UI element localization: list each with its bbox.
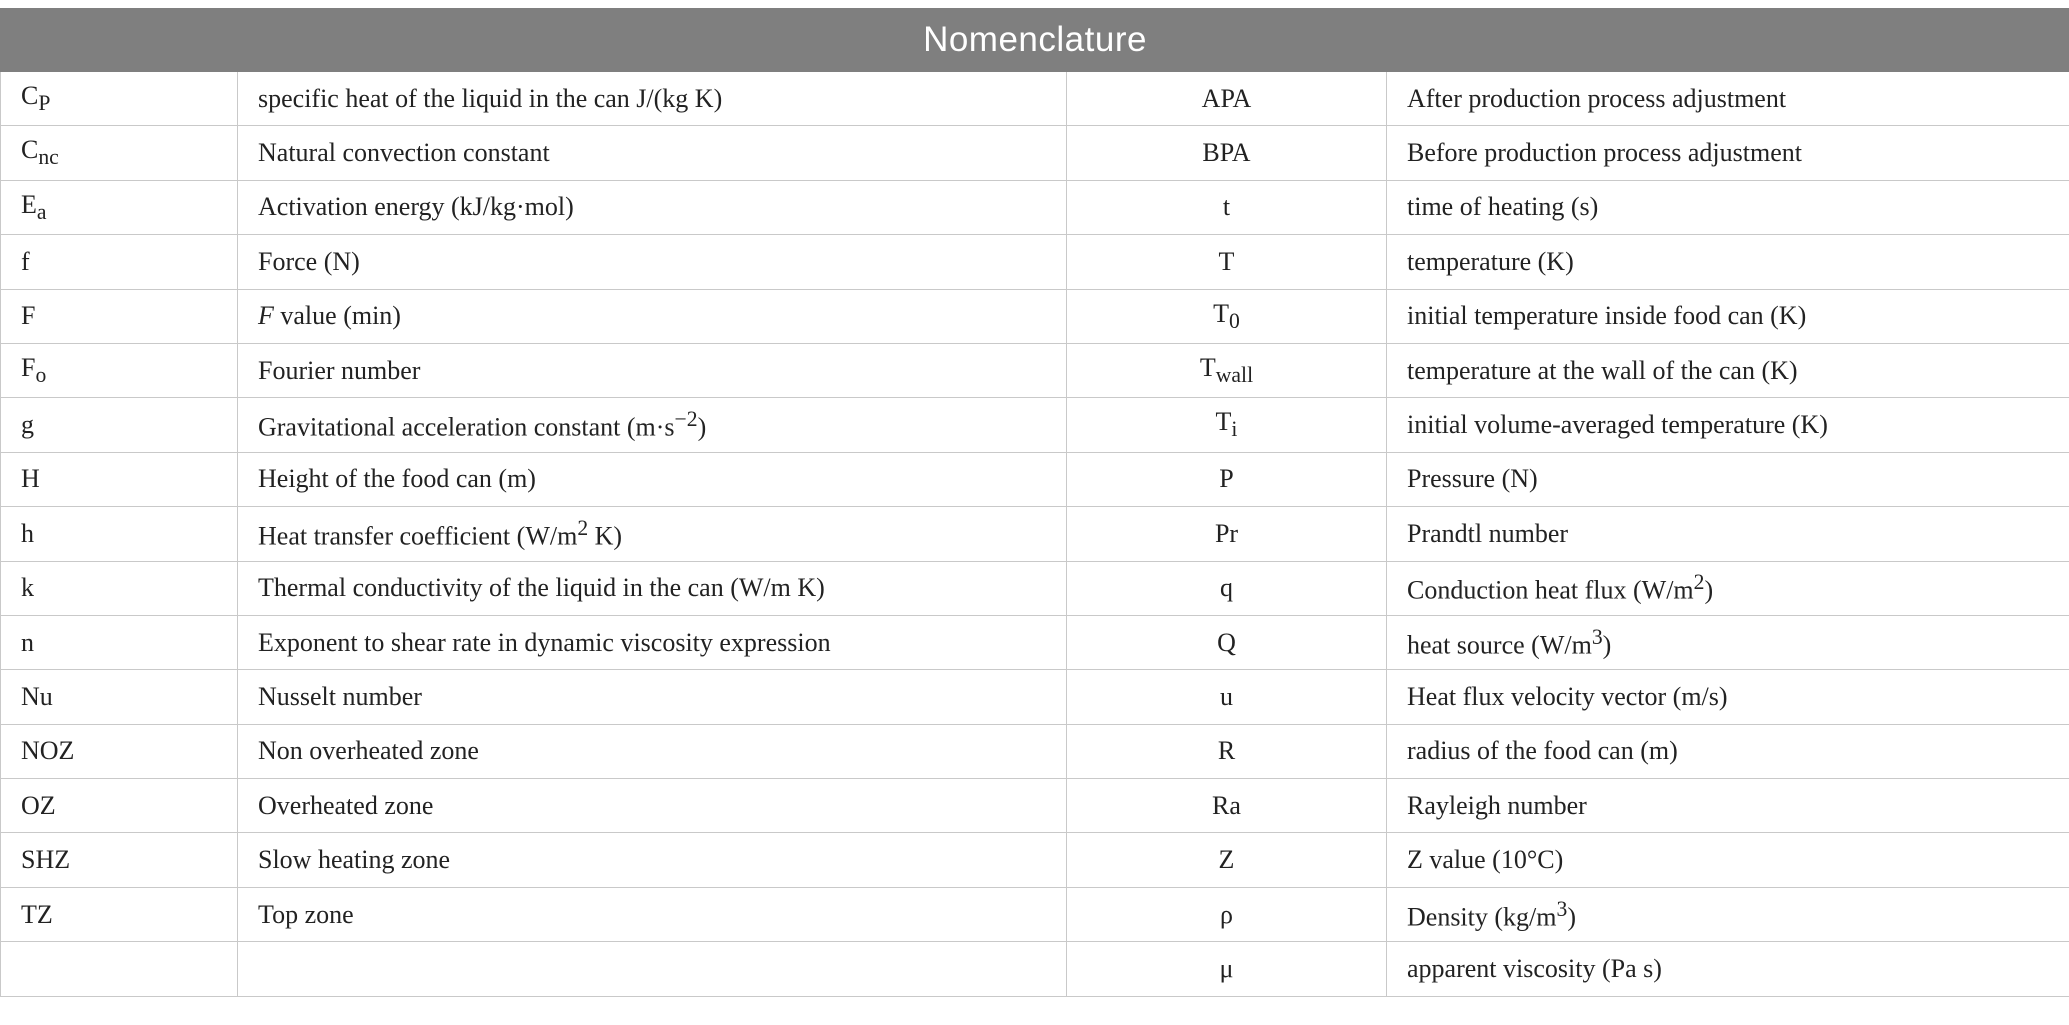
definition-cell: Exponent to shear rate in dynamic viscosity expression (238, 615, 1067, 669)
symbol-cell: $E_a$ (1, 180, 238, 234)
definition-cell: F value (min) (238, 289, 1067, 343)
symbol-cell: P (1067, 452, 1387, 506)
symbol-cell: BPA (1067, 126, 1387, 180)
table-row (1, 289, 2069, 343)
table-row (1, 615, 2069, 669)
symbol-cell: g (1, 398, 238, 452)
symbol-cell: t (1067, 180, 1387, 234)
table-title: Nomenclature (1, 9, 2069, 72)
table-row (1, 724, 2069, 778)
definition-cell: Density $(kg/m^3)$ (1387, 887, 2069, 941)
symbol-cell: T (1067, 235, 1387, 289)
symbol-cell: $C_{nc}$ (1, 126, 238, 180)
symbol-cell: TZ (1, 887, 238, 941)
symbol-cell (1, 942, 238, 996)
definition-cell: Force (N) (238, 235, 1067, 289)
definition-cell (238, 942, 1067, 996)
definition-cell: Heat flux velocity vector (m/s) (1387, 670, 2069, 724)
symbol-cell: $T_i$ (1067, 398, 1387, 452)
symbol-cell: H (1, 452, 238, 506)
symbol-cell: k (1, 561, 238, 615)
symbol-cell: Z (1067, 833, 1387, 887)
definition-cell: time of heating (s) (1387, 180, 2069, 234)
symbol-cell: Pr (1067, 507, 1387, 561)
definition-cell: apparent viscosity (Pa s) (1387, 942, 2069, 996)
definition-cell: initial temperature inside food can (K) (1387, 289, 2069, 343)
symbol-cell: $F_o$ (1, 343, 238, 397)
definition-cell: Rayleigh number (1387, 779, 2069, 833)
definition-cell: Non overheated zone (238, 724, 1067, 778)
symbol-cell: SHZ (1, 833, 238, 887)
definition-cell: specific heat of the liquid in the can J/(kg K) (238, 72, 1067, 126)
table-row (1, 779, 2069, 833)
table-row (1, 561, 2069, 615)
symbol-cell: Q (1067, 615, 1387, 669)
symbol-cell: NOZ (1, 724, 238, 778)
definition-cell: Prandtl number (1387, 507, 2069, 561)
definition-cell: Thermal conductivity of the liquid in the can (W/m K) (238, 561, 1067, 615)
definition-cell: Fourier number (238, 343, 1067, 397)
symbol-cell: F (1, 289, 238, 343)
symbol-cell: n (1, 615, 238, 669)
nomenclature-table (0, 8, 2069, 997)
definition-cell: Overheated zone (238, 779, 1067, 833)
symbol-cell: $T_0$ (1067, 289, 1387, 343)
definition-cell: Before production process adjustment (1387, 126, 2069, 180)
definition-cell: Z value (10°C) (1387, 833, 2069, 887)
table-body (1, 72, 2069, 997)
definition-cell: After production process adjustment (1387, 72, 2069, 126)
symbol-cell: $T_{wall}$ (1067, 343, 1387, 397)
table-row (1, 833, 2069, 887)
table-row (1, 942, 2069, 996)
definition-cell: initial volume-averaged temperature (K) (1387, 398, 2069, 452)
definition-cell: heat source $(W/m^3)$ (1387, 615, 2069, 669)
symbol-cell: u (1067, 670, 1387, 724)
table-row (1, 452, 2069, 506)
definition-cell: Top zone (238, 887, 1067, 941)
symbol-cell: $C_P$ (1, 72, 238, 126)
table-row (1, 126, 2069, 180)
definition-cell: Gravitational acceleration constant $(m\cdot s^{-2})$ (238, 398, 1067, 452)
table-row (1, 507, 2069, 561)
definition-cell: Conduction heat flux $(W/m^2)$ (1387, 561, 2069, 615)
definition-cell: Pressure (N) (1387, 452, 2069, 506)
symbol-cell: OZ (1, 779, 238, 833)
symbol-cell: Ra (1067, 779, 1387, 833)
table-row (1, 235, 2069, 289)
definition-cell: Slow heating zone (238, 833, 1067, 887)
definition-cell: Natural convection constant (238, 126, 1067, 180)
definition-cell: Heat transfer coefficient ($W/m^2$ K) (238, 507, 1067, 561)
symbol-cell: R (1067, 724, 1387, 778)
symbol-cell: q (1067, 561, 1387, 615)
symbol-cell: Nu (1, 670, 238, 724)
nomenclature-table-wrapper (0, 8, 2069, 997)
table-row (1, 670, 2069, 724)
definition-cell: radius of the food can (m) (1387, 724, 2069, 778)
table-header-row (1, 9, 2069, 72)
symbol-cell: ρ (1067, 887, 1387, 941)
definition-cell: Height of the food can (m) (238, 452, 1067, 506)
definition-cell: Activation energy (kJ/kg·mol) (238, 180, 1067, 234)
table-row (1, 343, 2069, 397)
definition-cell: temperature at the wall of the can (K) (1387, 343, 2069, 397)
table-row (1, 72, 2069, 126)
table-row (1, 398, 2069, 452)
table-row (1, 180, 2069, 234)
symbol-cell: h (1, 507, 238, 561)
table-row (1, 887, 2069, 941)
symbol-cell: f (1, 235, 238, 289)
symbol-cell: APA (1067, 72, 1387, 126)
definition-cell: temperature (K) (1387, 235, 2069, 289)
definition-cell: Nusselt number (238, 670, 1067, 724)
symbol-cell: μ (1067, 942, 1387, 996)
